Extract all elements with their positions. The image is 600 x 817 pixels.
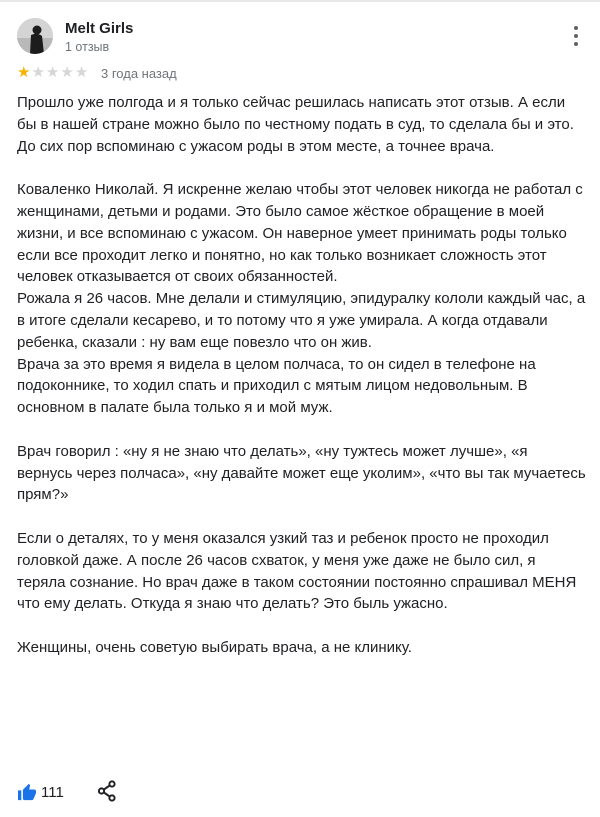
- review-paragraph: Рожала я 26 часов. Мне делали и стимуляцию, эпидуралку кололи каждый час, а в итоге сделали кесарево, и то потому что я уже умирала. А когда отдавали ребенка, сказали : ну вам еще повезло что он жив.: [17, 290, 586, 351]
- star-rating: [17, 64, 89, 82]
- more-options-button[interactable]: [570, 23, 582, 49]
- review-paragraph: Если о деталях, то у меня оказался узкий таз и ребенок просто не проходил головкой даже. А после 26 часов схваток, у меня уже даже не было сил, я теряла сознание. Но врач даже в таком состоянии постоянно спрашивал МЕНЯ что ему делать. Откуда я знаю что делать? Это быль ужасно.: [17, 529, 577, 613]
- more-vert-icon: [574, 26, 578, 30]
- review-paragraph: Врач говорил : «ну я не знаю что делать», «ну тужтесь может лучше», «я вернусь через полчаса», «ну давайте может еще уколим», «что вы так мучаетесь прям?»: [17, 442, 586, 504]
- avatar[interactable]: [17, 18, 53, 54]
- reviews-count: 1 отзыв: [65, 40, 110, 54]
- review-actions: [17, 779, 317, 805]
- star-icon: ★: [45, 64, 61, 81]
- star-icon: ★: [60, 64, 75, 81]
- review-date: 3 года назад: [101, 66, 177, 81]
- paragraph-gap: [17, 419, 587, 441]
- review-paragraph: Женщины, очень советую выбирать врача, а не клинику.: [17, 638, 412, 656]
- review-text: [17, 92, 587, 659]
- review-paragraph: Прошло уже полгода и я только сейчас решилась написать этот отзыв. А если бы в нашей стране можно было по честному подать в суд, то сделала бы и это. До сих пор вспоминаю с ужасом роды в этом месте, а точнее врача.: [17, 94, 574, 155]
- share-icon: [97, 780, 117, 802]
- thumbs-up-icon: [17, 783, 37, 801]
- review-header: [17, 18, 583, 58]
- star-icon: ★: [74, 64, 90, 81]
- star-icon: ★: [17, 64, 32, 81]
- paragraph-gap: [17, 615, 587, 637]
- review-paragraph: Коваленко Николай. Я искренне желаю чтобы этот человек никогда не работал с женщинами, детьми и родами. Это было самое жёсткое обращение в моей жизни, и все вспоминаю с ужасом. Он наверное умеет принимать роды только если все проходит легко и понятно, но как только возникает сложность этот человек отказывается от своих обязанностей.: [17, 181, 583, 286]
- star-icon: ★: [31, 64, 46, 81]
- like-count: 111: [41, 784, 64, 801]
- review-paragraph: Врача за это время я видела в целом полчаса, то он сидел в телефоне на подоконнике, то ходил спать и приходил с мятым лицом недовольным. В основном в палате была только я и мой муж.: [17, 355, 536, 417]
- paragraph-gap: [17, 157, 587, 179]
- paragraph-gap: [17, 506, 587, 528]
- author-name[interactable]: Melt Girls: [65, 20, 134, 37]
- share-button[interactable]: [97, 780, 117, 807]
- top-divider: [0, 0, 600, 2]
- rating-row: [17, 64, 417, 84]
